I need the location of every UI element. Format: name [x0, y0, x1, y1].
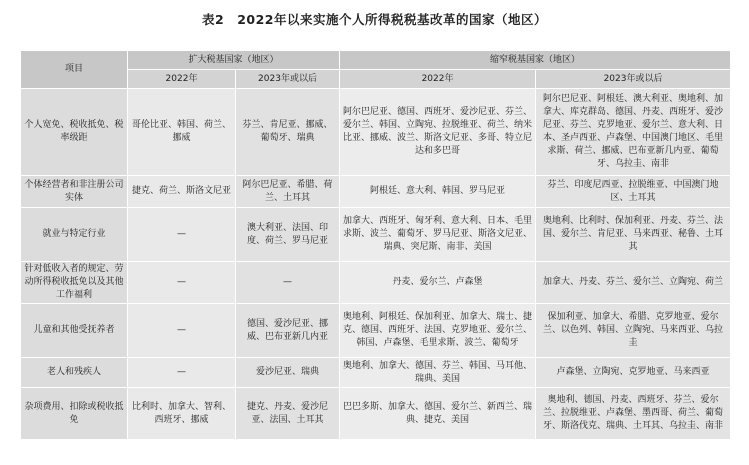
- cell-expand-2022: —: [128, 358, 236, 388]
- cell-shrink-2023: 保加利亚、加拿大、希腊、克罗地亚、爱尔兰、以色列、韩国、立陶宛、马来西亚、乌拉圭: [536, 304, 731, 358]
- row-item: 老人和残疾人: [21, 358, 128, 388]
- cell-shrink-2022: 丹麦、爱尔兰、卢森堡: [340, 262, 536, 304]
- cell-expand-2023: 德国、爱沙尼亚、挪威、巴布亚新几内亚: [236, 304, 340, 358]
- cell-shrink-2022: 奥地利、加拿大、德国、芬兰、韩国、马耳他、瑞典、美国: [340, 358, 536, 388]
- cell-shrink-2023: 加拿大、丹麦、芬兰、爱尔兰、立陶宛、荷兰: [536, 262, 731, 304]
- header-shrink-2023: 2023年或以后: [536, 70, 731, 89]
- header-shrink-group: 缩窄税基国家（地区）: [340, 51, 731, 70]
- cell-expand-2022: 哥伦比亚、韩国、荷兰、挪威: [128, 89, 236, 176]
- cell-expand-2022: —: [128, 304, 236, 358]
- cell-expand-2023: 爱沙尼亚、瑞典: [236, 358, 340, 388]
- cell-shrink-2022: 巴巴多斯、加拿大、德国、爱尔兰、新西兰、瑞典、捷克、美国: [340, 388, 536, 440]
- cell-expand-2023: 阿尔巴尼亚、希腊、荷兰、土耳其: [236, 176, 340, 208]
- table-row: [21, 304, 731, 358]
- header-expand-group: 扩大税基国家（地区）: [128, 51, 340, 70]
- cell-expand-2023: 芬兰、肯尼亚、挪威、葡萄牙、瑞典: [236, 89, 340, 176]
- cell-expand-2022: —: [128, 262, 236, 304]
- cell-shrink-2023: 阿尔巴尼亚、阿根廷、澳大利亚、奥地利、加拿大、库克群岛、德国、丹麦、西班牙、爱沙尼亚、芬兰、克罗地亚、爱尔兰、意大利、日本、圣卢西亚、卢森堡、中国澳门地区、毛里求斯、荷兰、挪威、巴布亚新几内亚、葡萄牙、乌拉圭、南非: [536, 89, 731, 176]
- cell-shrink-2023: 奥地利、德国、丹麦、西班牙、芬兰、爱尔兰、拉脱维亚、卢森堡、墨西哥、荷兰、葡萄牙、斯洛伐克、瑞典、土耳其、乌拉圭、南非: [536, 388, 731, 440]
- header-expand-2023: 2023年或以后: [236, 70, 340, 89]
- row-item: 针对低收入者的规定、劳动所得税收抵免以及其他工作福利: [21, 262, 128, 304]
- table-row: [21, 388, 731, 440]
- cell-shrink-2022: 加拿大、西班牙、匈牙利、意大利、日本、毛里求斯、波兰、葡萄牙、罗马尼亚、斯洛文尼亚、瑞典、突尼斯、南非、美国: [340, 208, 536, 262]
- header-row-1: [21, 51, 731, 70]
- cell-expand-2022: —: [128, 208, 236, 262]
- cell-shrink-2022: 阿根廷、意大利、韩国、罗马尼亚: [340, 176, 536, 208]
- cell-shrink-2022: 阿尔巴尼亚、德国、西班牙、爱沙尼亚、芬兰、爱尔兰、韩国、立陶宛、拉脱维亚、荷兰、纳米比亚、挪威、波兰、斯洛文尼亚、多哥、特立尼达和多巴哥: [340, 89, 536, 176]
- table-row: [21, 89, 731, 176]
- cell-shrink-2023: 奥地利、比利时、保加利亚、丹麦、芬兰、法国、爱尔兰、肯尼亚、马来西亚、秘鲁、土耳其: [536, 208, 731, 262]
- cell-shrink-2022: 奥地利、阿根廷、保加利亚、加拿大、瑞士、捷克、德国、西班牙、法国、克罗地亚、爱尔兰、韩国、卢森堡、毛里求斯、波兰、葡萄牙: [340, 304, 536, 358]
- row-item: 儿童和其他受抚养者: [21, 304, 128, 358]
- cell-expand-2022: 捷克、荷兰、斯洛文尼亚: [128, 176, 236, 208]
- table-row: [21, 176, 731, 208]
- cell-expand-2022: 比利时、加拿大、智利、西班牙、挪威: [128, 388, 236, 440]
- cell-shrink-2023: 卢森堡、立陶宛、克罗地亚、马来西亚: [536, 358, 731, 388]
- cell-expand-2023: 捷克、丹麦、爱沙尼亚、法国、土耳其: [236, 388, 340, 440]
- table-row: [21, 208, 731, 262]
- row-item: 个体经营者和非注册公司实体: [21, 176, 128, 208]
- header-shrink-2022: 2022年: [340, 70, 536, 89]
- cell-shrink-2023: 芬兰、印度尼西亚、拉脱维亚、中国澳门地区、土耳其: [536, 176, 731, 208]
- table-row: [21, 358, 731, 388]
- table-row: [21, 262, 731, 304]
- row-item: 就业与特定行业: [21, 208, 128, 262]
- header-row-2: [21, 70, 731, 89]
- cell-expand-2023: 澳大利亚、法国、印度、荷兰、罗马尼亚: [236, 208, 340, 262]
- tax-base-reform-table: [20, 50, 731, 440]
- row-item: 个人宽免、税收抵免、税率级距: [21, 89, 128, 176]
- header-expand-2022: 2022年: [128, 70, 236, 89]
- table-title: 表2 2022年以来实施个人所得税税基改革的国家（地区）: [202, 12, 547, 27]
- cell-expand-2023: —: [236, 262, 340, 304]
- header-item: 项目: [21, 51, 128, 89]
- row-item: 杂项费用、扣除或税收抵免: [21, 388, 128, 440]
